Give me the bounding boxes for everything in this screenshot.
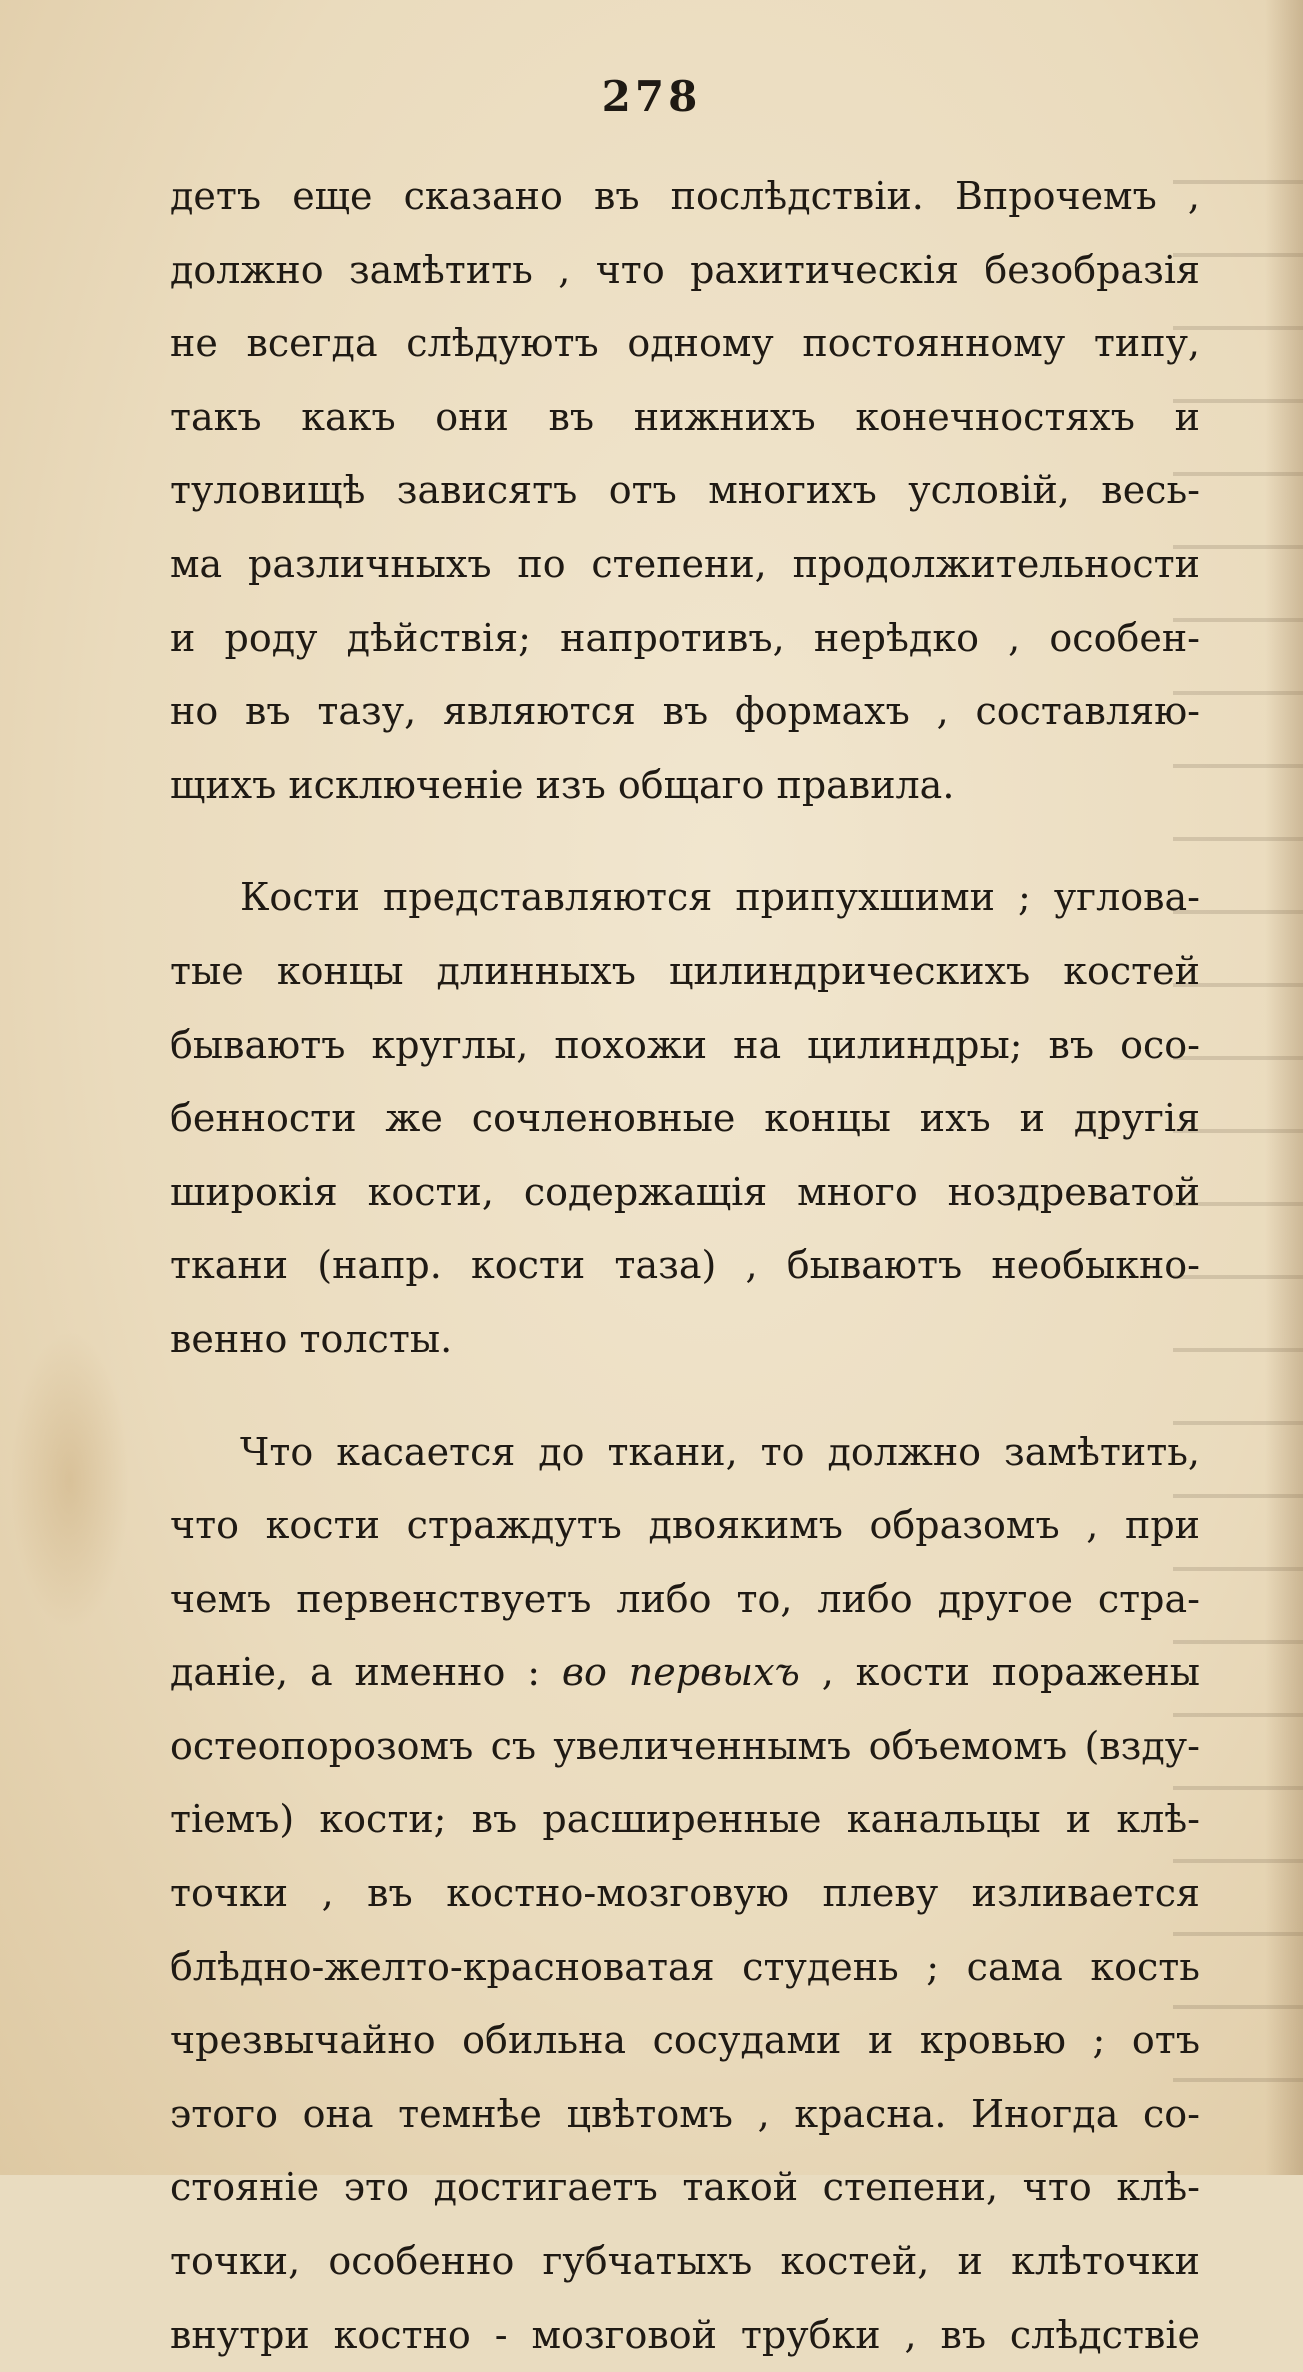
text-line: внутри костно - мозговой трубки , въ слѣдствіе [170, 2299, 1200, 2372]
emphasis-text: во первыхъ [562, 1650, 800, 1694]
text-line: Кости представляются припухшими ; углова- [170, 861, 1200, 935]
text-line: должно замѣтить , что рахитическія безобразія [170, 234, 1200, 308]
text-line: точки , въ костно-мозговую плеву изливается [170, 1857, 1200, 1931]
text-line: тые концы длинныхъ цилиндрическихъ костей [170, 935, 1200, 1009]
text-line: Что касается до ткани, то должно замѣтить, [170, 1416, 1200, 1490]
text-line: такъ какъ они въ нижнихъ конечностяхъ и [170, 381, 1200, 455]
paragraph-1 [170, 160, 1200, 822]
text-line: ткани (напр. кости таза) , бываютъ необыкно- [170, 1229, 1200, 1303]
text-line: бываютъ круглы, похожи на цилиндры; въ осо- [170, 1009, 1200, 1083]
text-line: стояніе это достигаетъ такой степени, что клѣ- [170, 2151, 1200, 2225]
text-line: детъ еще сказано въ послѣдствіи. Впрочемъ , [170, 160, 1200, 234]
text-line: венно толсты. [170, 1303, 1200, 1377]
text-line: бенности же сочленовные концы ихъ и другія [170, 1082, 1200, 1156]
paragraph-2 [170, 861, 1200, 1376]
text-line: щихъ исключеніе изъ общаго правила. [170, 749, 1200, 823]
text-segment: даніе, а именно : [170, 1650, 562, 1694]
text-line-with-emphasis [170, 1636, 1200, 1710]
text-line: ма различныхъ по степени, продолжительности [170, 528, 1200, 602]
page-edge-shadow [1265, 0, 1303, 2175]
text-line: что кости страждутъ двоякимъ образомъ , при [170, 1489, 1200, 1563]
text-line: широкія кости, содержащія много ноздреватой [170, 1156, 1200, 1230]
text-line: и роду дѣйствія; напротивъ, нерѣдко , особен- [170, 602, 1200, 676]
text-segment: , кости поражены [800, 1650, 1200, 1694]
body-text [170, 160, 1200, 2372]
text-line: туловищѣ зависятъ отъ многихъ условій, весь- [170, 454, 1200, 528]
text-line: остеопорозомъ съ увеличеннымъ объемомъ (взду- [170, 1710, 1200, 1784]
text-line: не всегда слѣдуютъ одному постоянному типу, [170, 307, 1200, 381]
text-line: этого она темнѣе цвѣтомъ , красна. Иногда со- [170, 2078, 1200, 2152]
paragraph-3 [170, 1416, 1200, 2372]
paper-stain [10, 1330, 130, 1630]
text-line: блѣдно-желто-красноватая студень ; сама кость [170, 1931, 1200, 2005]
text-line: тіемъ) кости; въ расширенные канальцы и клѣ- [170, 1783, 1200, 1857]
text-line: но въ тазу, являются въ формахъ , составляю- [170, 675, 1200, 749]
text-line: чрезвычайно обильна сосудами и кровью ; отъ [170, 2004, 1200, 2078]
page-number: 278 [0, 72, 1303, 121]
text-line: чемъ первенствуетъ либо то, либо другое стра- [170, 1563, 1200, 1637]
text-line: точки, особенно губчатыхъ костей, и клѣточки [170, 2225, 1200, 2299]
